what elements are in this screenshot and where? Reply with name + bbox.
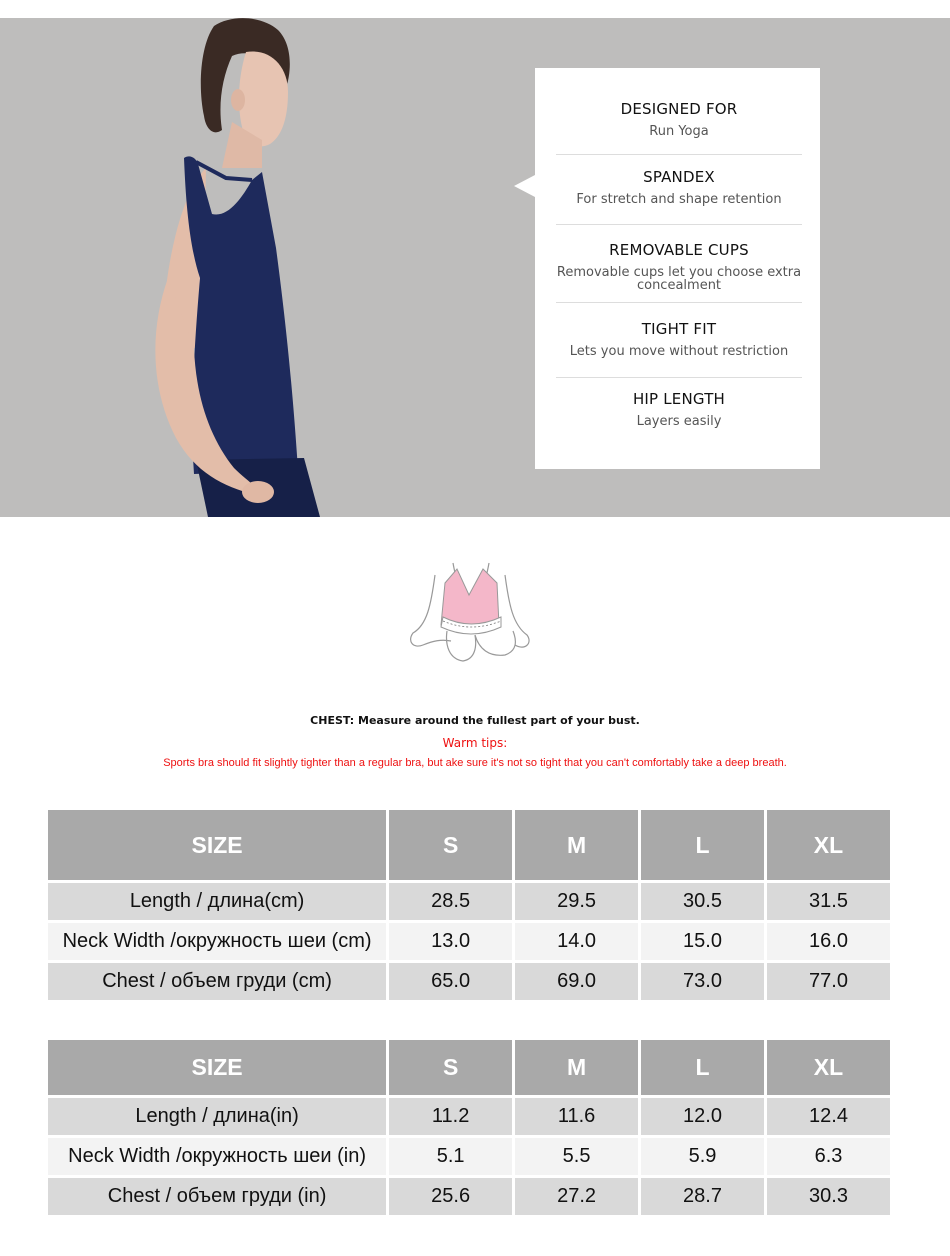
table-row: [48, 883, 890, 920]
feature-title: REMOVABLE CUPS: [609, 241, 749, 259]
table-row: [48, 963, 890, 1000]
feature-description: Run Yoga: [649, 124, 709, 139]
header-s: S: [389, 810, 512, 880]
feature-title: SPANDEX: [643, 168, 715, 186]
product-hero: [0, 18, 950, 517]
cell-xl: 16.0: [767, 923, 890, 960]
warm-tips-title: Warm tips:: [442, 736, 508, 750]
size-table-in: [45, 1037, 893, 1218]
cell-l: 73.0: [641, 963, 764, 1000]
feature-description: For stretch and shape retention: [576, 192, 782, 207]
header-m: M: [515, 1040, 638, 1095]
table-row: [48, 1178, 890, 1215]
table-header-row: [48, 810, 890, 880]
row-label: Neck Width /окружность шеи (cm): [48, 923, 386, 960]
feature-title: HIP LENGTH: [632, 390, 726, 408]
cell-m: 14.0: [515, 923, 638, 960]
cell-s: 13.0: [389, 923, 512, 960]
cell-xl: 77.0: [767, 963, 890, 1000]
cell-s: 5.1: [389, 1138, 512, 1175]
header-s: S: [389, 1040, 512, 1095]
table-row: [48, 1138, 890, 1175]
feature-description: Lets you move without restriction: [569, 344, 789, 359]
header-l: L: [641, 1040, 764, 1095]
feature-description: Removable cups let you choose extra concealment: [556, 265, 802, 293]
feature-designed-for: [556, 100, 802, 154]
header-m: M: [515, 810, 638, 880]
row-label: Length / длина(cm): [48, 883, 386, 920]
cell-s: 65.0: [389, 963, 512, 1000]
cell-s: 28.5: [389, 883, 512, 920]
cell-xl: 30.3: [767, 1178, 890, 1215]
features-card: [535, 68, 820, 469]
model-photo: [0, 18, 520, 517]
cell-xl: 12.4: [767, 1098, 890, 1135]
feature-spandex: [556, 154, 802, 224]
row-label: Neck Width /окружность шеи (in): [48, 1138, 386, 1175]
cell-m: 5.5: [515, 1138, 638, 1175]
feature-hip-length: [556, 377, 802, 447]
cell-m: 69.0: [515, 963, 638, 1000]
cell-l: 15.0: [641, 923, 764, 960]
cell-m: 11.6: [515, 1098, 638, 1135]
header-xl: XL: [767, 1040, 890, 1095]
cell-xl: 31.5: [767, 883, 890, 920]
cell-l: 5.9: [641, 1138, 764, 1175]
row-label: Chest / объем груди (cm): [48, 963, 386, 1000]
row-label: Chest / объем груди (in): [48, 1178, 386, 1215]
cell-l: 12.0: [641, 1098, 764, 1135]
header-l: L: [641, 810, 764, 880]
chest-measure-note: CHEST: Measure around the fullest part of your bust.: [310, 714, 640, 727]
header-size: SIZE: [48, 810, 386, 880]
warm-tips-text: Sports bra should fit slightly tighter than a regular bra, but ake sure it's not so tight that you can't comfortably take a deep breath.: [163, 757, 787, 769]
feature-title: TIGHT FIT: [641, 320, 717, 338]
table-row: [48, 1098, 890, 1135]
cell-l: 30.5: [641, 883, 764, 920]
cell-xl: 6.3: [767, 1138, 890, 1175]
header-xl: XL: [767, 810, 890, 880]
cell-m: 27.2: [515, 1178, 638, 1215]
bust-measurement-illustration: [405, 555, 535, 680]
card-pointer: [514, 175, 535, 197]
feature-description: Layers easily: [636, 414, 722, 429]
size-table-cm: [45, 807, 893, 1003]
cell-s: 25.6: [389, 1178, 512, 1215]
feature-tight-fit: [556, 302, 802, 377]
cell-l: 28.7: [641, 1178, 764, 1215]
feature-removable-cups: [556, 224, 802, 302]
row-label: Length / длина(in): [48, 1098, 386, 1135]
table-row: [48, 923, 890, 960]
header-size: SIZE: [48, 1040, 386, 1095]
feature-title: DESIGNED FOR: [620, 100, 738, 118]
cell-m: 29.5: [515, 883, 638, 920]
table-header-row: [48, 1040, 890, 1095]
cell-s: 11.2: [389, 1098, 512, 1135]
